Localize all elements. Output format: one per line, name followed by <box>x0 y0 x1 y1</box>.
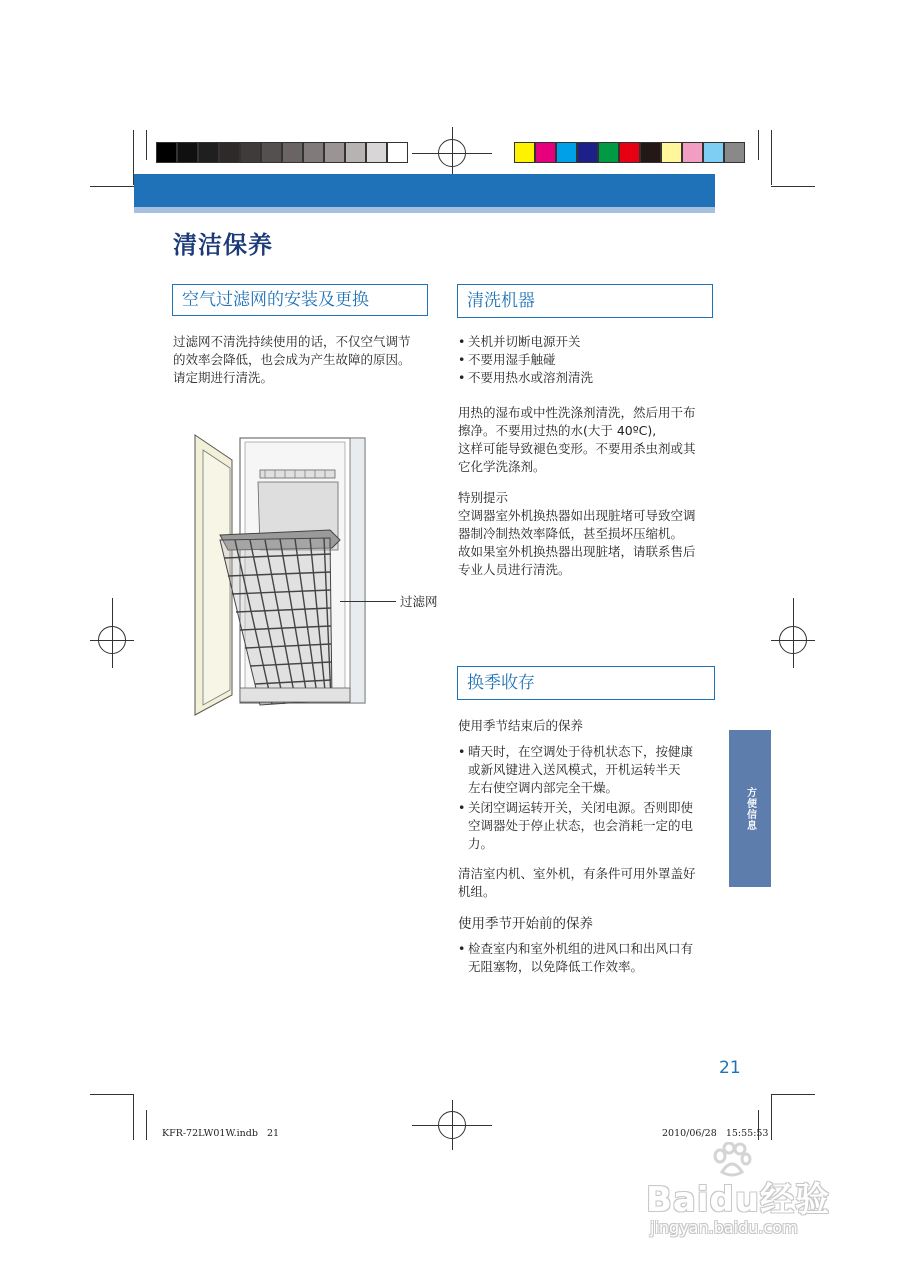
list-item: • 不要用湿手触碰 <box>458 351 593 369</box>
text-line: 这样可能导致褪色变形。不要用杀虫剂或其 <box>458 441 696 456</box>
color-swatch <box>703 142 724 163</box>
color-swatch <box>619 142 640 163</box>
season-end-title: 使用季节结束后的保养 <box>458 718 584 733</box>
footer-timestamp: 2010/06/28 15:55:53 <box>662 1128 769 1139</box>
filter-illustration <box>190 430 380 720</box>
color-swatch <box>324 142 345 163</box>
color-swatch <box>535 142 556 163</box>
text-line: 无阻塞物，以免降低工作效率。 <box>468 959 644 974</box>
header-band <box>134 174 715 207</box>
clean-instructions <box>458 404 696 476</box>
watermark <box>640 1142 880 1252</box>
season-start-bullets <box>458 940 693 976</box>
header-stripe <box>134 207 715 213</box>
season-start-title: 使用季节开始前的保养 <box>458 916 593 932</box>
color-swatch <box>156 142 177 163</box>
text-line: 故如果室外机换热器出现脏堵，请联系售后 <box>458 544 696 559</box>
color-swatch <box>598 142 619 163</box>
list-item: • 不要用热水或溶剂清洗 <box>458 369 593 387</box>
callout-leader-line <box>340 601 396 602</box>
color-swatch <box>261 142 282 163</box>
text-line: 请定期进行清洗。 <box>173 370 274 385</box>
text-line: 的效率会降低，也会成为产生故障的原因。 <box>173 352 411 367</box>
color-swatch <box>724 142 745 163</box>
color-swatch <box>303 142 324 163</box>
color-swatch <box>282 142 303 163</box>
filter-intro <box>173 333 411 387</box>
text-line: 力。 <box>468 836 494 851</box>
text-line: 用热的湿布或中性洗涤剂清洗，然后用干布 <box>458 405 696 420</box>
text-line: 清洁室内机、室外机，有条件可用外罩盖好 <box>458 866 696 881</box>
text-line: 专业人员进行清洗。 <box>458 562 571 577</box>
list-item <box>458 743 693 797</box>
color-swatch <box>661 142 682 163</box>
side-tab-label: 方便信息 <box>744 786 756 831</box>
tip-title: 特别提示 <box>458 490 509 505</box>
watermark-url: jingyan.baidu.com <box>650 1218 798 1237</box>
side-tab <box>729 730 771 887</box>
color-swatch <box>177 142 198 163</box>
footer-file: KFR-72LW01W.indb 21 <box>162 1128 280 1139</box>
clean-bullets <box>458 333 593 387</box>
color-swatch <box>682 142 703 163</box>
color-swatch <box>219 142 240 163</box>
color-swatch <box>198 142 219 163</box>
color-swatch <box>240 142 261 163</box>
text-line: 机组。 <box>458 884 496 899</box>
page-title: 清洁保养 <box>173 231 273 259</box>
color-swatch <box>577 142 598 163</box>
cover-note <box>458 865 696 901</box>
text-line: 检查室内和室外机组的进风口和出风口有 <box>468 941 694 956</box>
text-line: 它化学洗涤剂。 <box>458 459 546 474</box>
color-swatch <box>366 142 387 163</box>
color-swatch <box>556 142 577 163</box>
color-swatch <box>514 142 535 163</box>
text-line: 左右使空调内部完全干燥。 <box>468 780 619 795</box>
season-end-bullets <box>458 743 693 853</box>
text-line: 晴天时，在空调处于待机状态下，按健康 <box>468 744 694 759</box>
list-item: • 关机并切断电源开关 <box>458 333 593 351</box>
color-swatch <box>387 142 408 163</box>
section-heading-clean: 清洗机器 <box>457 284 713 318</box>
filter-callout-label: 过滤网 <box>400 594 438 609</box>
page-number: 21 <box>719 1058 741 1078</box>
text-line: 器制冷制热效率降低，甚至损坏压缩机。 <box>458 526 684 541</box>
text-line: 空调器室外机换热器如出现脏堵可导致空调 <box>458 508 696 523</box>
text-line: 关闭空调运转开关，关闭电源。否则即使 <box>468 800 694 815</box>
section-heading-storage: 换季收存 <box>457 666 715 700</box>
text-line: 空调器处于停止状态，也会消耗一定的电 <box>468 818 694 833</box>
text-line: 擦净。不要用过热的水(大于 40ºC), <box>458 423 657 438</box>
color-swatch <box>640 142 661 163</box>
color-swatch <box>345 142 366 163</box>
list-item <box>458 940 693 976</box>
text-line: 过滤网不清洗持续使用的话，不仅空气调节 <box>173 334 411 349</box>
text-line: 或新风键进入送风模式，开机运转半天 <box>468 762 681 777</box>
special-tip <box>458 489 696 579</box>
watermark-brand: Baidu经验 <box>646 1180 831 1220</box>
section-heading-filter: 空气过滤网的安装及更换 <box>172 284 428 316</box>
list-item <box>458 799 693 853</box>
